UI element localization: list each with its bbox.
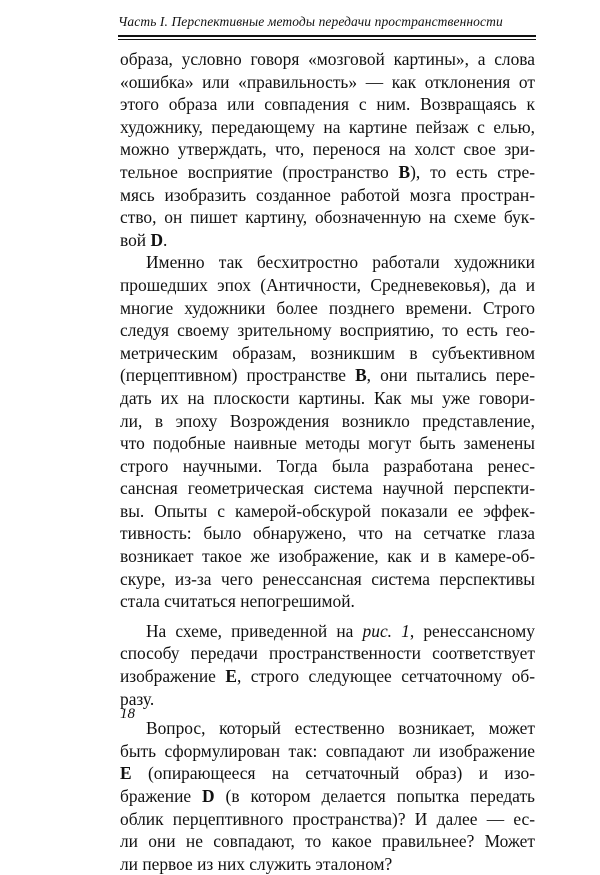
running-head: Часть I. Перспективные методы передачи пространственности <box>118 14 503 29</box>
text-line: E (опирающееся на сетчаточный образ) и изо- <box>120 763 535 784</box>
text-line: скуре, из-за чего ренессансная система перспективы <box>120 568 535 589</box>
text-line: этого образа или совпадения с ним. Возвращаясь к <box>120 94 535 115</box>
body-text <box>120 48 535 875</box>
text-line: вой D. <box>120 229 168 250</box>
image-letter-d: D <box>202 786 215 806</box>
text-line: мясь изобразить созданное работой мозга простран- <box>120 184 535 205</box>
text-line: дать их на плоскости картины. Как мы уже говори- <box>120 387 535 408</box>
text-line: можно утверждать, что, перенося на холст свое зри- <box>120 139 535 160</box>
text-line: ли, в эпоху Возрождения возникло представление, <box>120 410 535 431</box>
figure-reference: рис. 1 <box>362 620 410 641</box>
header-rule-thin <box>118 39 536 40</box>
text-line: бражение D (в котором делается попытка передать <box>120 786 535 806</box>
text-line: возникает такое же изображение, как и в камере-об- <box>120 546 535 567</box>
text-line: строго научными. Тогда была разработана ренес- <box>120 455 535 476</box>
paragraph <box>120 717 535 875</box>
text-line: стала считаться непогрешимой. <box>120 591 355 612</box>
space-letter-b: B <box>355 365 367 386</box>
text-line: тивность: было обнаружено, что на сетчатке глаза <box>120 523 535 544</box>
text-line: изображение E, строго следующее сетчаточному об- <box>120 666 536 687</box>
text-line: На схеме, приведенной на рис. 1, ренессансному <box>146 620 535 641</box>
text-line: следуя своему зрительному восприятию, то есть гео- <box>120 320 535 341</box>
text-line: тельное восприятие (пространство B), то есть стре- <box>120 161 535 182</box>
text-line: Вопрос, который естественно возникает, может <box>146 718 535 739</box>
text-line: ство, он пишет картину, обозначенную на схеме бук- <box>120 207 535 228</box>
text-line: художнику, передающему на картине пейзаж с елью, <box>120 116 535 137</box>
text-line: ли они не совпадают, то какое правильнее? Может <box>120 831 535 852</box>
space-letter-b: B <box>398 161 411 182</box>
text-line: прошедших эпох (Античности, Средневековья), да и <box>120 274 535 295</box>
text-line: облик перцептивного пространства)? И далее — ес- <box>120 808 535 829</box>
image-letter-d: D <box>150 229 164 250</box>
text-line: разу. <box>120 688 155 709</box>
text-line: сансная геометрическая система научной перспекти- <box>120 478 535 499</box>
text-line: «ошибка» или «правильность» — как отклонения от <box>120 71 535 92</box>
text-line: метрическим образам, возникшим в субъективном <box>120 342 535 363</box>
text-line: (перцептивном) пространстве B, они пытались пере- <box>120 365 536 386</box>
paragraph <box>120 48 535 251</box>
text-line: образа, условно говоря «мозговой картины», а слова <box>120 49 535 69</box>
header-rule-thick <box>118 35 536 37</box>
text-line: многие художники более позднего времени. Строго <box>120 297 535 318</box>
text-line: вы. Опыты с камерой-обскурой показали ее эффек- <box>120 500 535 521</box>
page-number: 18 <box>120 706 135 722</box>
text-line: ли первое из них служить эталоном? <box>120 853 393 874</box>
text-line: что подобные наивные методы могут быть заменены <box>120 433 535 454</box>
image-letter-e: E <box>225 666 237 687</box>
text-line: Именно так бесхитростно работали художники <box>146 252 535 273</box>
paragraph <box>120 620 535 710</box>
text-line: способу передачи пространственности соответствует <box>120 643 535 664</box>
paragraph <box>120 251 535 613</box>
image-letter-e: E <box>120 763 132 784</box>
text-line: быть сформулирован так: совпадают ли изображение <box>120 740 535 761</box>
